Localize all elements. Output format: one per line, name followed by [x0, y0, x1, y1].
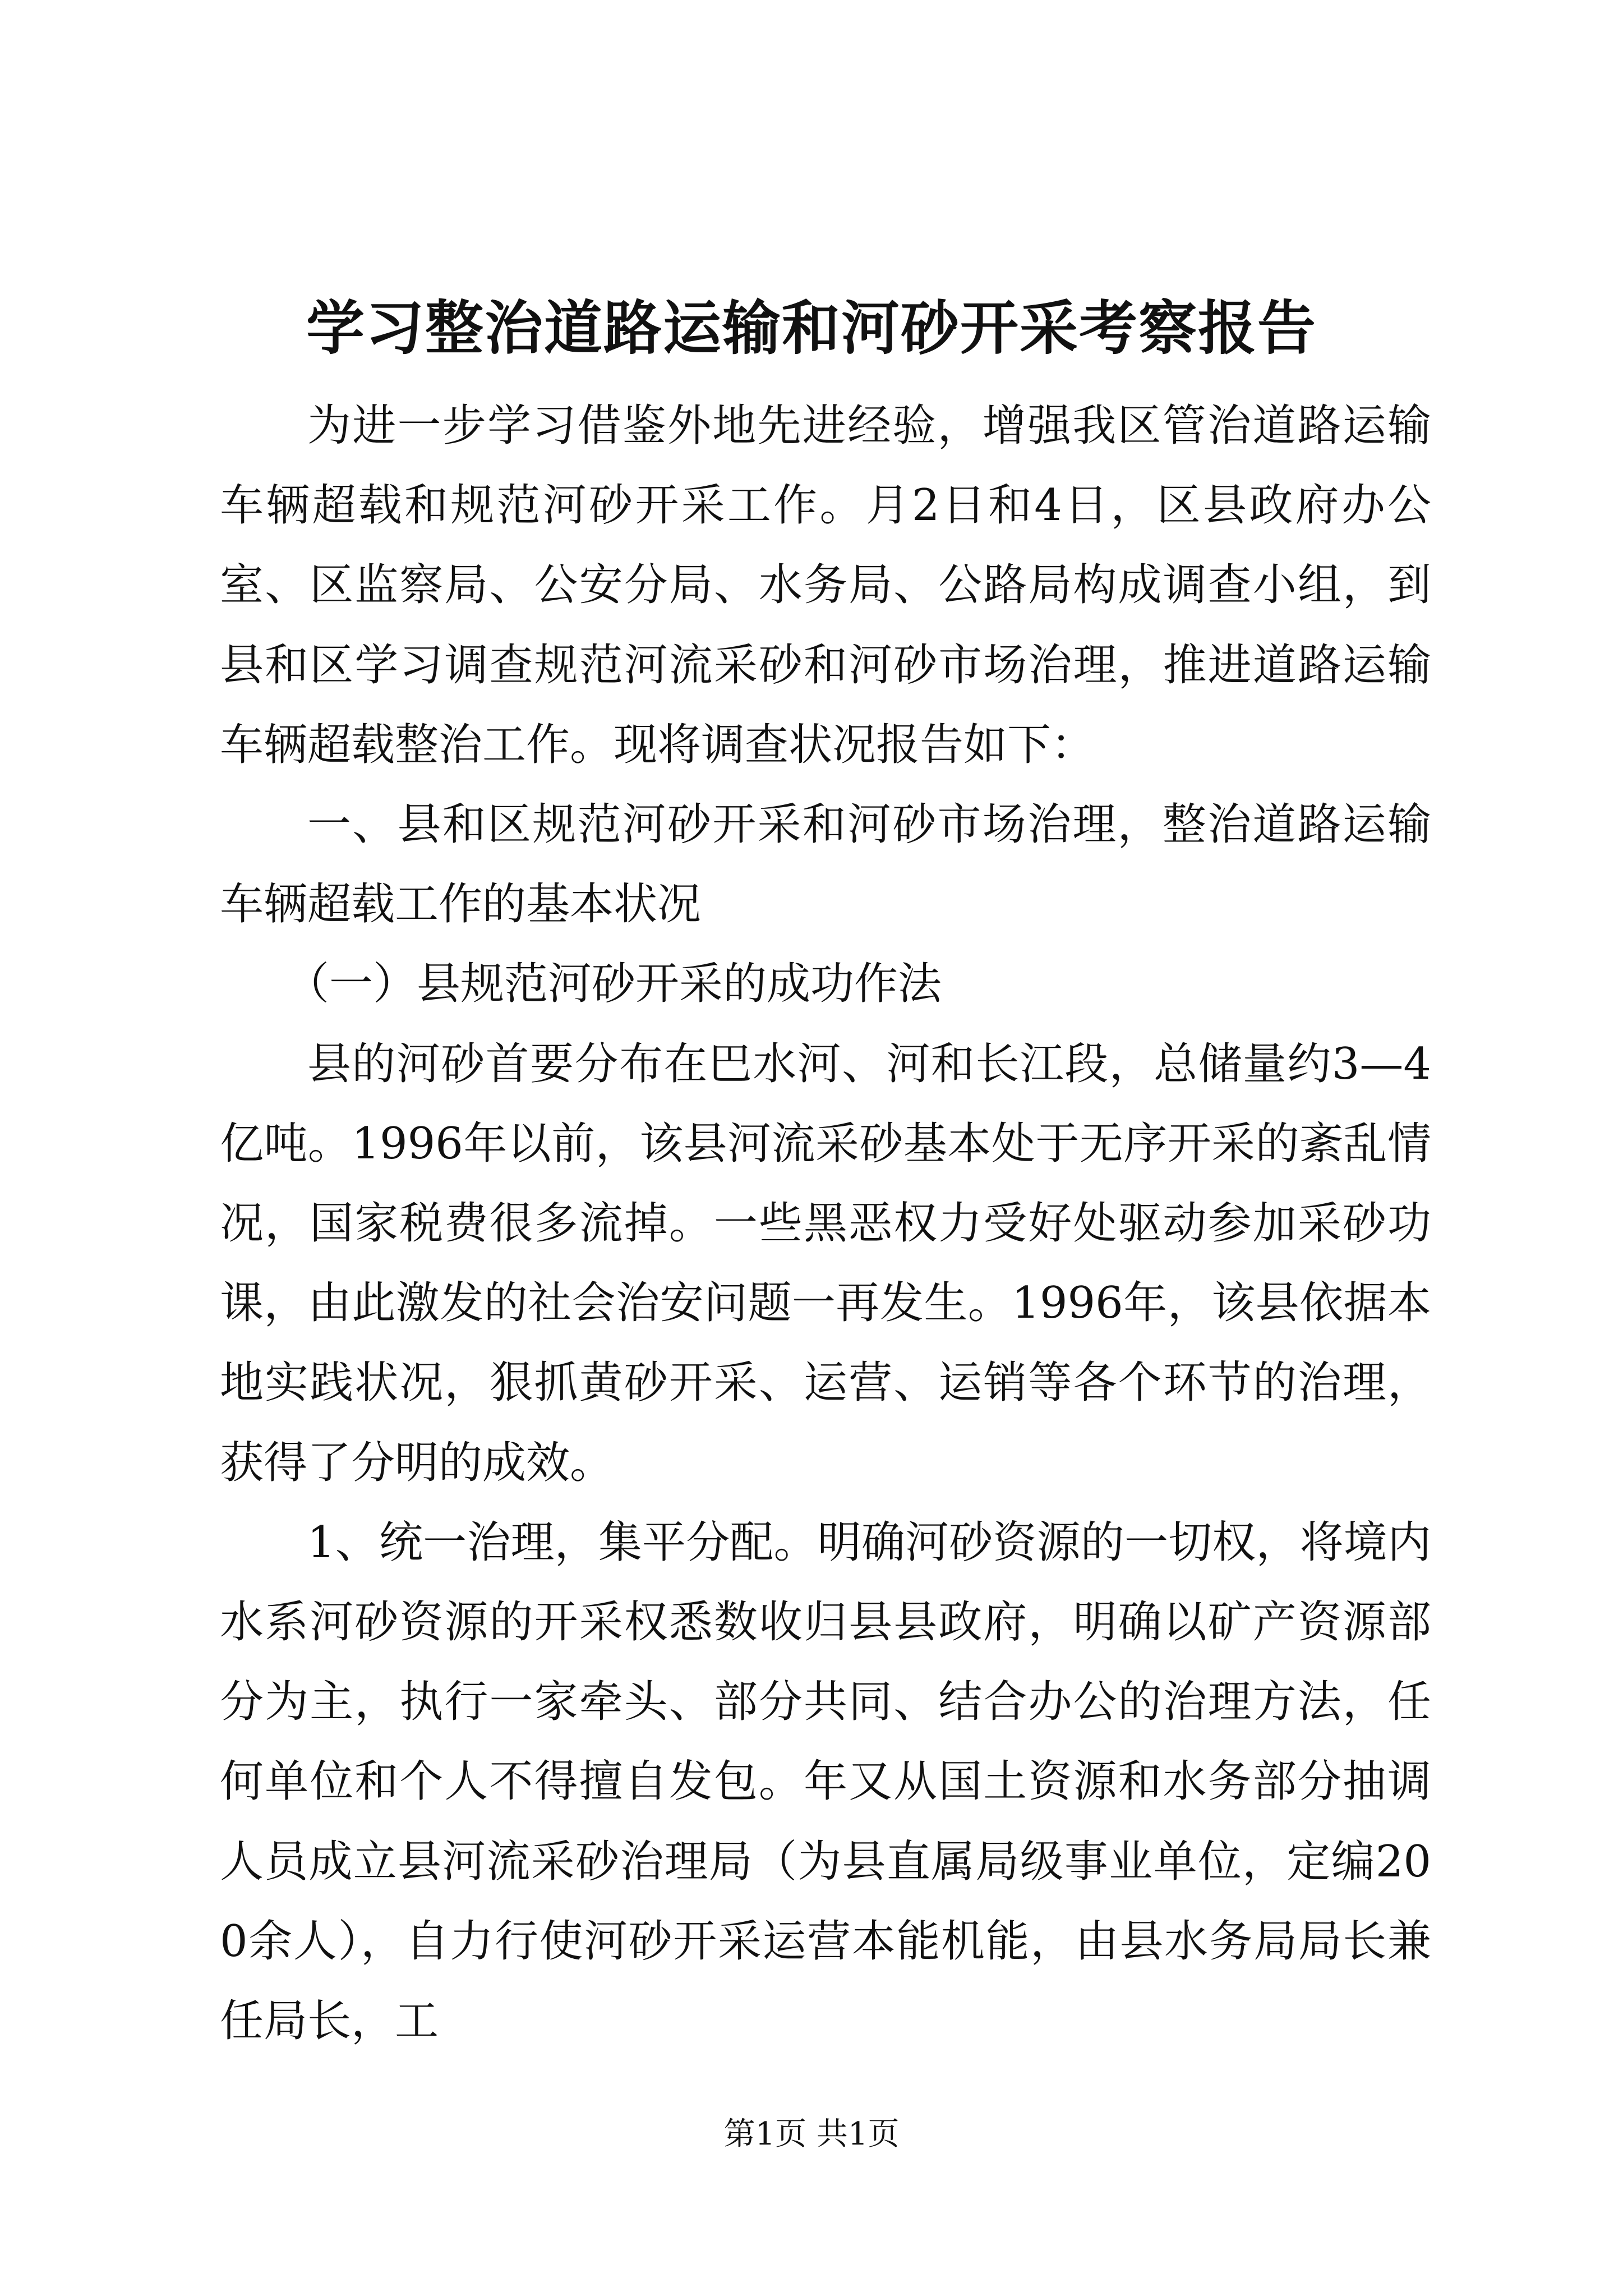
document-title: 学习整治道路运输和河砂开采考察报告 [306, 293, 1317, 362]
subsection-heading-1: （一）县规范河砂开采的成功作法 [285, 959, 942, 1010]
section-heading-1: 一、县和区规范河砂开采和河砂市场治理，整治道路运输车辆超载工作的基本状况 [220, 799, 1431, 930]
paragraph-river-sand: 县的河砂首要分布在巴水河、河和长江段，总储量约3—4亿吨。1996年以前，该县河流采砂基本处于无序开采的紊乱情况，国家税费很多流掉。一些黑恶权力受好处驱动参加采砂功课，由此激发的社会治安问题一再发生。1996年，该县依据本地实践状况，狠抓黄砂开采、运营、运销等各个环节的治理，获得了分明的成效。 [220, 1038, 1431, 1488]
paragraph-intro: 为进一步学习借鉴外地先进经验，增强我区管治道路运输车辆超载和规范河砂开采工作。月2日和4日，区县政府办公室、区监察局、公安分局、水务局、公路局构成调查小组，到县和区学习调查规范河流采砂和河砂市场治理，推进道路运输车辆超载整治工作。现将调查状况报告如下： [220, 401, 1431, 770]
paragraph-unified-management: 1、统一治理，集平分配。明确河砂资源的一切权，将境内水系河砂资源的开采权悉数收归县县政府，明确以矿产资源部分为主，执行一家牵头、部分共同、结合办公的治理方法，任何单位和个人不得擅自发包。年又从国土资源和水务部分抽调人员成立县河流采砂治理局（为县直属局级事业单位，定编200余人），自力行使河砂开采运营本能机能，由县水务局局长兼任局长，工 [220, 1517, 1431, 2047]
page-footer: 第1页 共1页 [723, 2116, 900, 2152]
document-body [220, 386, 1431, 2061]
